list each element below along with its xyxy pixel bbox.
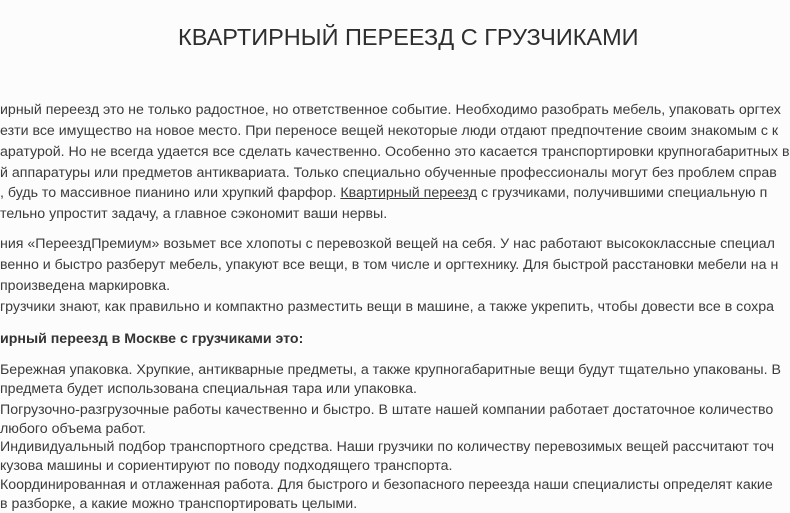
section-subheading: ирный переезд в Москве с грузчиками это: [0,331,304,347]
page-title: КВАРТИРНЫЙ ПЕРЕЕЗД С ГРУЗЧИКАМИ [178,24,639,50]
company-line-2: венно и быстро разберут мебель, упакуют все вещи, в том числе и оргтехнику. Для быстрой расстановки мебели на н [0,257,779,273]
list-item-packing-cont: предмета будет использована специальная тара или упаковка. [0,381,417,397]
intro-line-5-start: , будь то массивное пианино или хрупкий фарфор. [0,185,341,201]
list-item-transport: Индивидуальный подбор транспортного средства. Наши грузчики по количеству перевозимых вещей рассчитают точ [0,439,775,455]
list-item-loading-cont: любого объема работ. [0,421,146,437]
list-item-transport-cont: кузова машины и сориентируют по поводу подходящего транспорта. [0,458,453,474]
apartment-move-link[interactable]: Квартирный переезд [340,185,478,201]
intro-line-3: аратурой. Но не всегда удается все сделать качественно. Особенно это касается транспортировки крупногабаритных в [0,144,790,160]
intro-line-1: ирный переезд это не только радостное, но ответственное событие. Необходимо разобрать мебель, упаковать оргтех [0,102,781,118]
list-item-packing: Бережная упаковка. Хрупкие, антикварные предметы, а также крупногабаритные вещи будут тщательно упакованы. В [0,362,781,378]
intro-line-2: езти все имущество на новое место. При переносе вещей некоторые люди отдают предпочтение своим знакомым с к [0,123,779,139]
list-item-coordination: Координированная и отлаженная работа. Для быстрого и безопасного переезда наши специалисты определят какие [0,477,773,493]
company-line-1: ния «ПереездПремиум» возьмет все хлопоты с перевозкой вещей на себя. У нас работают высококлассные специал [0,236,775,252]
intro-line-5-end: с грузчиками, получившими специальную п [477,185,768,201]
intro-line-4: й аппаратуры или предметов антиквариата. Только специально обученные профессионалы могут без проблем справ [0,165,777,181]
company-line-4: грузчики знают, как правильно и компактно разместить вещи в машине, а также укрепить, чтобы довести все в сохра [0,299,775,315]
company-line-3: произведена маркировка. [0,278,171,294]
list-item-loading: Погрузочно-разгрузочные работы качественно и быстро. В штате нашей компании работает достаточное количество [0,402,774,418]
intro-line-6: тельно упростит задачу, а главное сэкономит ваши нервы. [0,206,388,222]
list-item-coordination-cont: в разборке, а какие можно транспортировать целыми. [0,496,358,512]
intro-line-5 [0,184,767,202]
